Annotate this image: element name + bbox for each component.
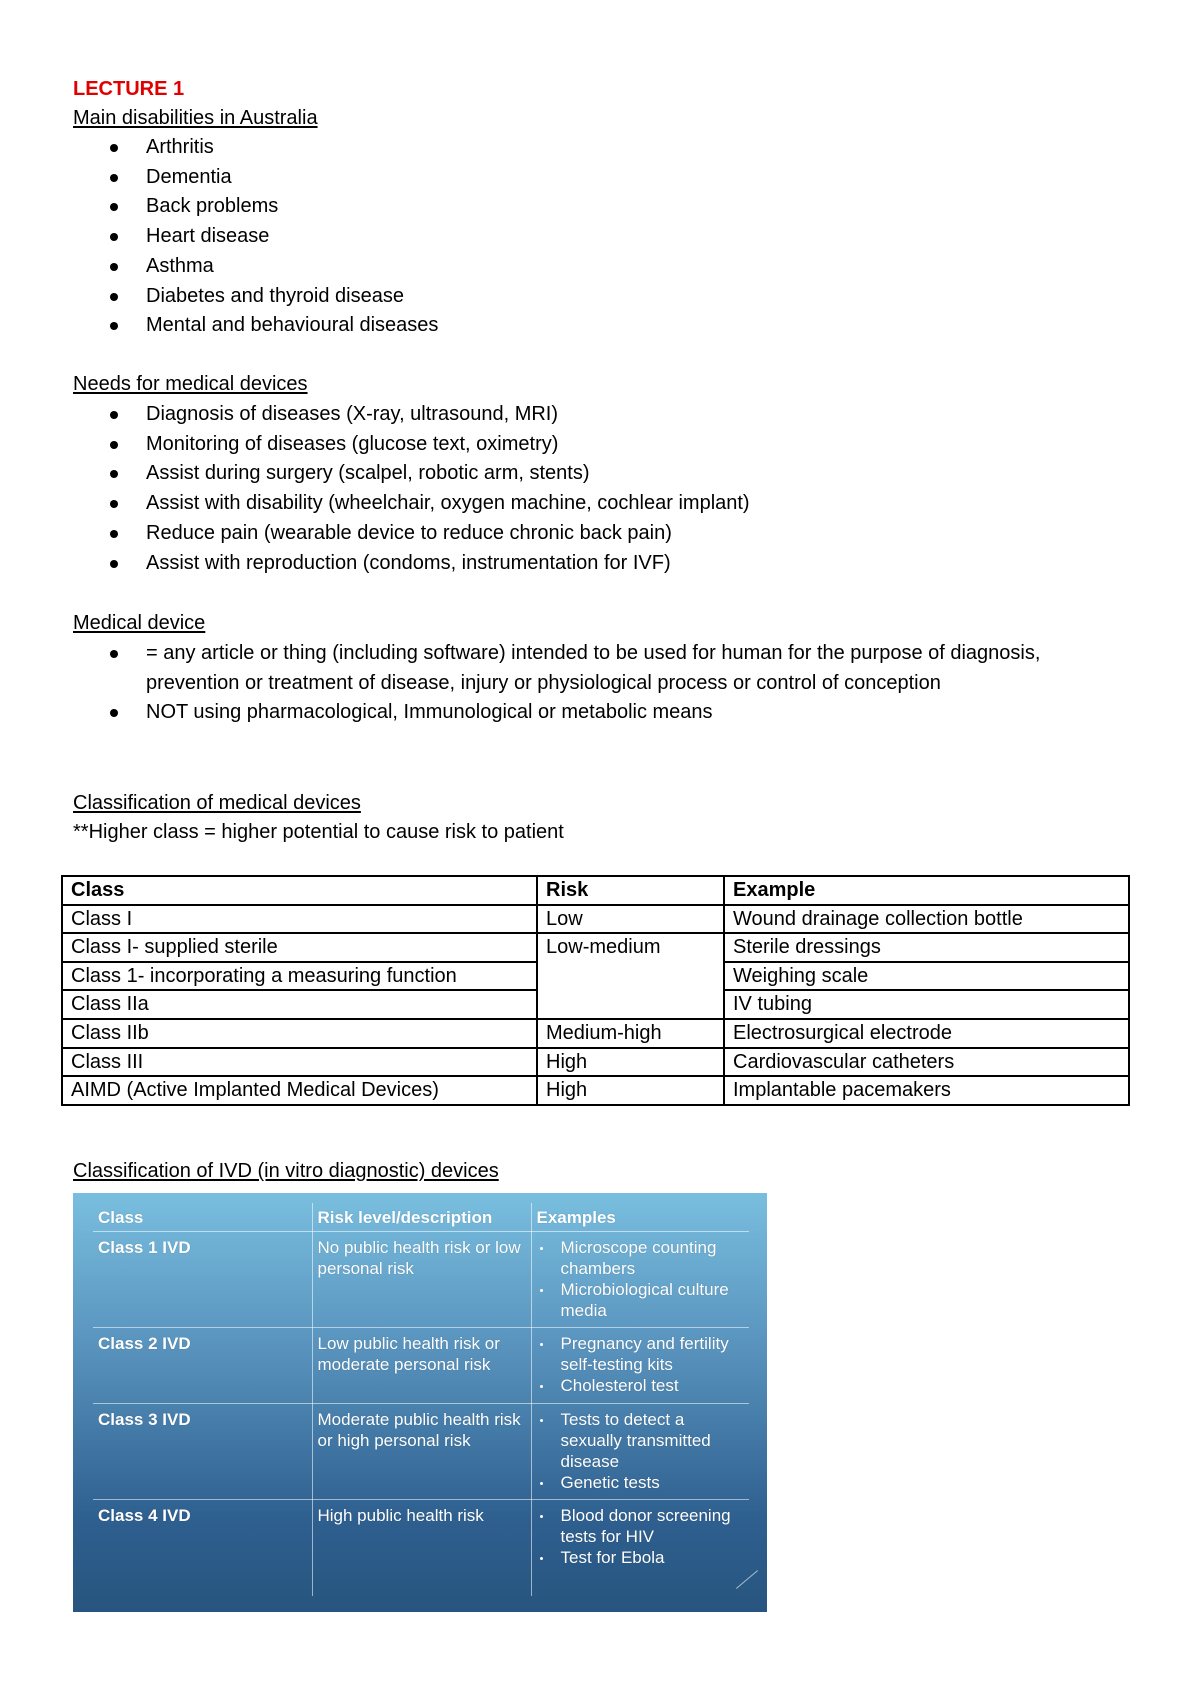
class-cell: Class III [62,1048,537,1077]
class-cell: Class IIb [62,1019,537,1048]
needs-list [73,400,1073,578]
classification-note: **Higher class = higher potential to cause risk to patient [73,821,564,843]
table-row [62,1019,1129,1048]
column-header: Risk [537,876,724,905]
ivd-risk-cell: Moderate public health risk or high personal risk [312,1404,531,1500]
list-item: Monitoring of diseases (glucose text, oximetry) [73,430,1073,460]
risk-cell: High [537,1048,724,1077]
list-item: Arthritis [73,133,1073,163]
ivd-class-cell: Class 2 IVD [93,1328,312,1404]
list-item: Back problems [73,192,1073,222]
ivd-table [93,1203,749,1596]
class-cell: Class 1- incorporating a measuring function [62,962,537,991]
table-row [62,933,1129,962]
class-cell: AIMD (Active Implanted Medical Devices) [62,1076,537,1105]
example-cell: IV tubing [724,990,1129,1019]
ivd-row [93,1232,749,1328]
list-item: Asthma [73,252,1073,282]
medical-device-heading: Medical device [73,612,206,634]
ivd-examples-cell [531,1328,749,1404]
ivd-risk-cell: High public health risk [312,1500,531,1596]
ivd-heading: Classification of IVD (in vitro diagnostic) devices [73,1160,499,1182]
class-cell: Class I- supplied sterile [62,933,537,962]
lecture-title: LECTURE 1 [73,78,185,100]
disabilities-list [73,133,1073,341]
list-item: Microbiological culture media [537,1279,745,1321]
risk-cell: Low [537,905,724,934]
risk-cell: Medium-high [537,1019,724,1048]
list-item: Pregnancy and fertility self-testing kits [537,1333,745,1375]
column-header: Examples [531,1203,749,1232]
example-cell: Cardiovascular catheters [724,1048,1129,1077]
ivd-class-cell: Class 1 IVD [93,1232,312,1328]
list-item: Tests to detect a sexually transmitted disease [537,1409,745,1472]
list-item: Blood donor screening tests for HIV [537,1505,745,1547]
risk-cell: Low-medium [537,933,724,1019]
ivd-row [93,1404,749,1500]
classification-heading: Classification of medical devices [73,792,361,814]
table-header-row [62,876,1129,905]
list-item: Assist with reproduction (condoms, instrumentation for IVF) [73,549,1073,579]
column-header: Example [724,876,1129,905]
class-cell: Class I [62,905,537,934]
list-item: Heart disease [73,222,1073,252]
definition-item: = any article or thing (including software) intended to be used for human for the purpose of diagnosis, prevention or treatment of disease, injury or physiological process or control of conception [73,639,1063,698]
ivd-slide-image [73,1193,767,1612]
needs-heading: Needs for medical devices [73,373,308,395]
disabilities-heading: Main disabilities in Australia [73,107,318,129]
column-header: Risk level/description [312,1203,531,1232]
ivd-class-cell: Class 4 IVD [93,1500,312,1596]
table-row [62,1076,1129,1105]
list-item: Assist with disability (wheelchair, oxygen machine, cochlear implant) [73,489,1073,519]
example-cell: Implantable pacemakers [724,1076,1129,1105]
ivd-class-cell: Class 3 IVD [93,1404,312,1500]
example-cell: Sterile dressings [724,933,1129,962]
class-cell: Class IIa [62,990,537,1019]
column-header: Class [62,876,537,905]
list-item: Microscope counting chambers [537,1237,745,1279]
ivd-risk-cell: Low public health risk or moderate personal risk [312,1328,531,1404]
classification-table [61,875,1130,1106]
list-item: Dementia [73,163,1073,193]
list-item: Genetic tests [537,1472,745,1493]
list-item: NOT using pharmacological, Immunological or metabolic means [73,698,1063,728]
medical-device-list [73,639,1063,728]
table-row [62,905,1129,934]
ivd-header-row [93,1203,749,1232]
list-item: Assist during surgery (scalpel, robotic arm, stents) [73,459,1073,489]
ivd-row [93,1328,749,1404]
table-row [62,1048,1129,1077]
list-item: Mental and behavioural diseases [73,311,1073,341]
example-cell: Weighing scale [724,962,1129,991]
example-cell: Wound drainage collection bottle [724,905,1129,934]
ivd-examples-cell [531,1500,749,1596]
ivd-examples-cell [531,1232,749,1328]
list-item: Test for Ebola [537,1547,745,1568]
ivd-risk-cell: No public health risk or low personal risk [312,1232,531,1328]
column-header: Class [93,1203,312,1232]
list-item: Diagnosis of diseases (X-ray, ultrasound, MRI) [73,400,1073,430]
ivd-row [93,1500,749,1596]
example-cell: Electrosurgical electrode [724,1019,1129,1048]
list-item: Reduce pain (wearable device to reduce chronic back pain) [73,519,1073,549]
ivd-examples-cell [531,1404,749,1500]
list-item: Cholesterol test [537,1375,745,1396]
risk-cell: High [537,1076,724,1105]
list-item: Diabetes and thyroid disease [73,282,1073,312]
